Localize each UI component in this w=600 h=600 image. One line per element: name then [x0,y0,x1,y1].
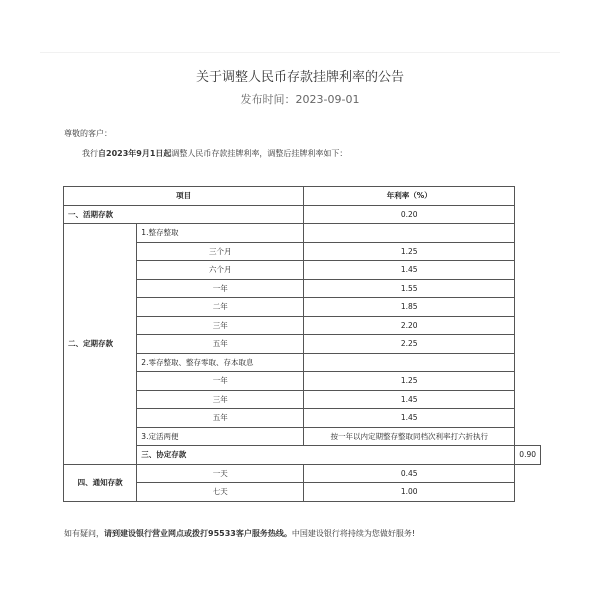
table-row [64,464,541,483]
table-row [64,205,541,224]
header-item: 项目 [64,187,304,206]
rate-cell: 1.45 [304,390,515,409]
intro-paragraph [82,148,347,159]
term-cell: 三个月 [137,242,304,261]
rate-cell: 1.25 [304,372,515,391]
term-cell: 六个月 [137,261,304,280]
empty-cell [304,353,515,372]
rate-cell: 0.90 [515,446,541,465]
rate-cell: 0.20 [304,205,515,224]
term-cell: 一天 [137,464,304,483]
footer-contact: 请到建设银行营业网点或拨打95533客户服务热线。 [104,529,292,538]
category-negotiated: 三、协定存款 [137,446,515,465]
publish-date [0,91,600,107]
subcategory-flexible: 3.定活两便 [137,427,304,446]
publish-label: 发布时间： [240,93,296,106]
term-cell: 七天 [137,483,304,502]
intro-suffix: 调整人民币存款挂牌利率，调整后挂牌利率如下： [171,149,348,158]
rate-cell: 2.25 [304,335,515,354]
intro-prefix: 我行 [82,149,98,158]
category-current: 一、活期存款 [64,205,304,224]
term-cell: 一年 [137,279,304,298]
category-fixed: 二、定期存款 [64,224,137,465]
footer-prefix: 如有疑问， [64,529,104,538]
page-title: 关于调整人民币存款挂牌利率的公告 [195,70,404,85]
term-cell: 一年 [137,372,304,391]
subcategory-lump-sum: 1.整存整取 [137,224,304,243]
header-rate: 年利率（%） [304,187,515,206]
flexible-rate-note: 按一年以内定期整存整取同档次利率打六折执行 [304,427,515,446]
rate-table [63,186,541,502]
table-row [64,224,541,243]
term-cell: 五年 [137,335,304,354]
footer-note [64,528,415,539]
footer-suffix: 中国建设银行将持续为您做好服务! [291,529,416,538]
rate-cell: 0.45 [304,464,515,483]
rate-cell: 1.85 [304,298,515,317]
publish-date-value: 2023-09-01 [295,93,360,106]
greeting: 尊敬的客户： [64,129,112,138]
rate-cell: 1.45 [304,261,515,280]
category-notice: 四、通知存款 [64,464,137,501]
empty-cell [304,224,515,243]
term-cell: 三年 [137,390,304,409]
divider [40,52,560,53]
term-cell: 二年 [137,298,304,317]
subcategory-other: 2.零存整取、整存零取、存本取息 [137,353,304,372]
intro-date-highlight: 自2023年9月1日起 [98,149,172,158]
rate-cell: 1.00 [304,483,515,502]
term-cell: 三年 [137,316,304,335]
term-cell: 五年 [137,409,304,428]
rate-cell: 2.20 [304,316,515,335]
table-header-row [64,187,541,206]
rate-cell: 1.55 [304,279,515,298]
rate-cell: 1.45 [304,409,515,428]
rate-cell: 1.25 [304,242,515,261]
